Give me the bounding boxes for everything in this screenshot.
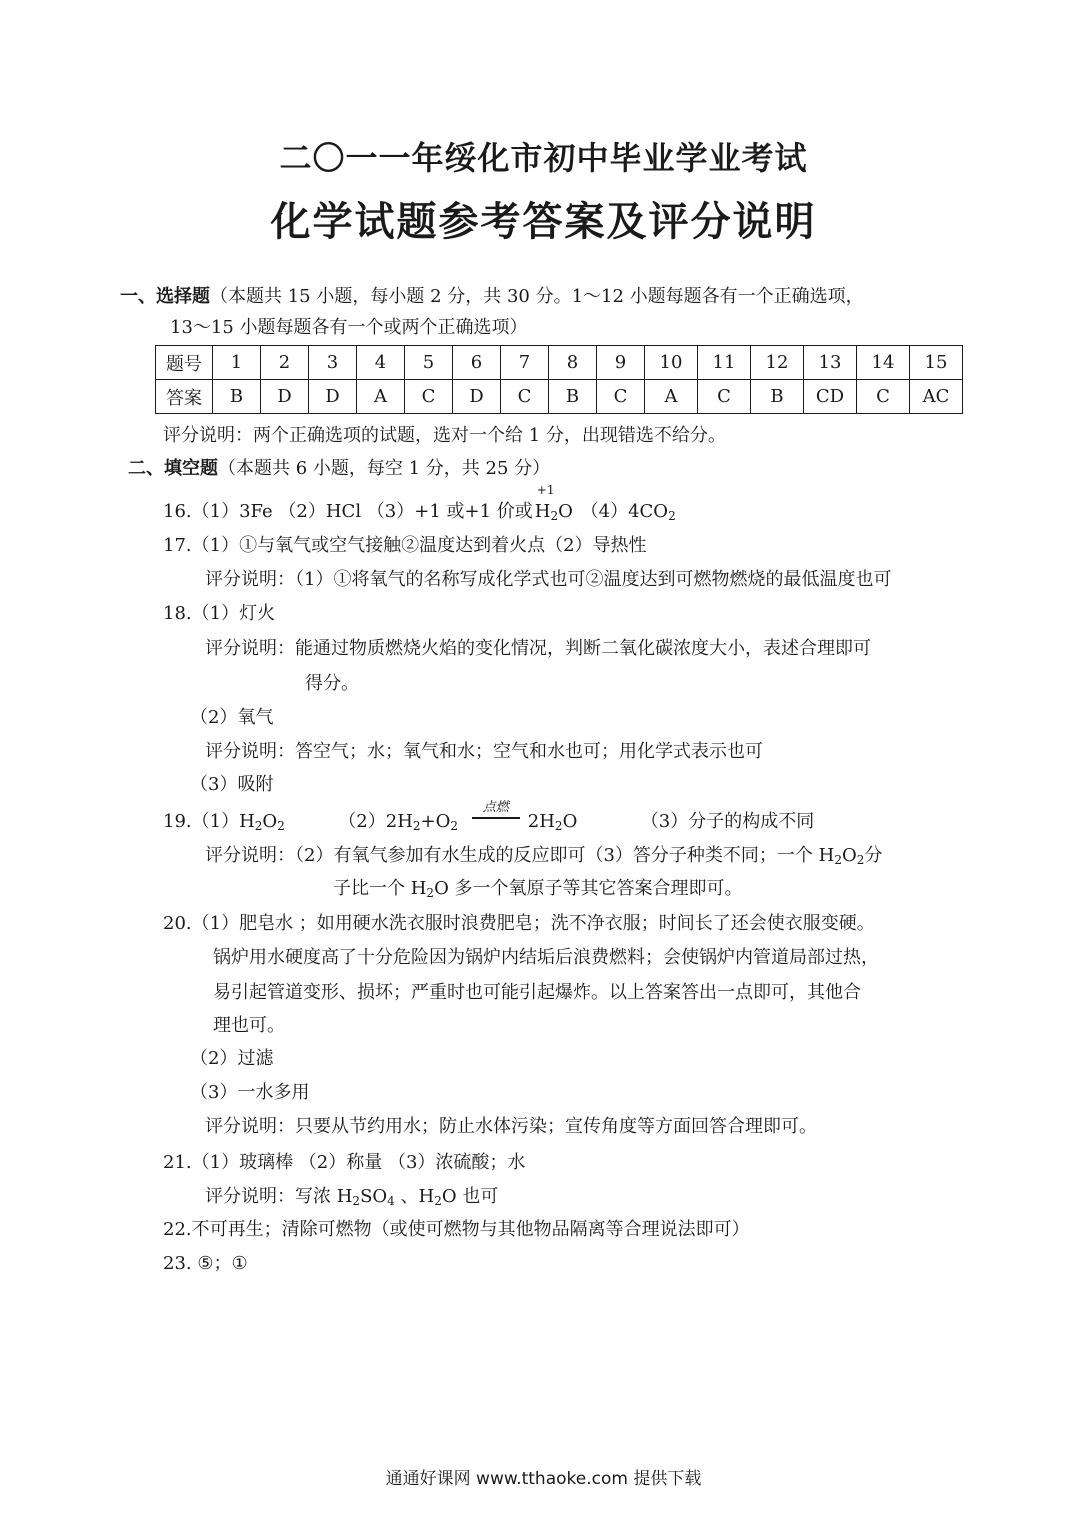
reaction-condition-text: 点燃	[482, 800, 509, 815]
q19-grading-note-1	[205, 844, 882, 868]
q19-part1: 19.（1）H	[163, 811, 255, 832]
q20-answer-line2: 锅炉用水硬度高了十分危险因为锅炉内结垢后浪费燃料；会使锅炉内管道局部过热，	[213, 947, 879, 968]
q21-note-text: 评分说明：写浓 H	[205, 1186, 353, 1207]
subscript: 4	[387, 1194, 395, 1208]
subscript: 2	[434, 1194, 442, 1208]
q20-part2: （2）过滤	[190, 1048, 274, 1069]
answer-table	[155, 345, 963, 414]
subscript: 2	[856, 853, 865, 867]
subscript: 2	[352, 1194, 361, 1208]
exam-title: 二〇一一年绥化市初中毕业学业考试	[279, 139, 808, 177]
q19-note-text: 分	[864, 845, 883, 866]
section1-desc-line2: 13～15 小题每题各有一个或两个正确选项）	[170, 317, 528, 338]
section2-header	[128, 457, 550, 481]
q21-note-text: 、H	[394, 1186, 435, 1207]
q17-answer: 17.（1）①与氧气或空气接触②温度达到着火点（2）导热性	[163, 535, 647, 556]
q18-grading-note-1: 评分说明：能通过物质燃烧火焰的变化情况，判断二氧化碳浓度大小，表述合理即可	[205, 638, 871, 659]
section1-heading: 一、选择题	[120, 286, 210, 307]
q18-part3: （3）吸附	[190, 774, 274, 795]
q21-grading-note	[205, 1185, 498, 1209]
subscript: 2	[834, 853, 842, 867]
q19-part2: （2）2H	[338, 811, 413, 832]
answer-cell: C	[405, 380, 453, 414]
question-number: 11	[698, 346, 751, 380]
q19-product-o: O	[562, 811, 578, 832]
answer-table-answer-row	[156, 380, 963, 414]
reaction-condition	[468, 800, 524, 827]
question-number: 1	[213, 346, 261, 380]
q20-answer-line3: 易引起管道变形、损坏；严重时也可能引起爆炸。以上答案答出一点即可，其他合	[213, 982, 861, 1003]
question-number: 7	[501, 346, 549, 380]
answer-cell: B	[751, 380, 804, 414]
q18-answer: 18.（1）灯火	[163, 603, 276, 624]
q19-part3: （3）分子的构成不同	[640, 811, 815, 832]
q19-product: 2H	[527, 811, 555, 832]
oxidation-number: +1	[536, 483, 555, 497]
q19-note-text: O 多一个氧原子等其它答案合理即可。	[434, 878, 743, 899]
subscript: 2	[550, 509, 559, 523]
answer-cell: B	[213, 380, 261, 414]
subscript: 2	[277, 819, 285, 833]
q16-part4: （4）4CO	[580, 501, 669, 522]
subscript: 2	[554, 819, 563, 833]
q19-answer	[163, 800, 815, 834]
answer-cell: D	[453, 380, 501, 414]
question-number: 6	[453, 346, 501, 380]
formula-o: O	[558, 501, 573, 522]
q19-part2-o: +O	[420, 811, 451, 832]
question-number: 9	[597, 346, 645, 380]
answer-cell: D	[309, 380, 357, 414]
reaction-arrow-bar	[472, 817, 520, 819]
question-number: 8	[549, 346, 597, 380]
q23-answer: 23. ⑤；①	[163, 1253, 248, 1274]
q18-grading-note-1-cont: 得分。	[305, 673, 359, 694]
section2-heading: 二、填空题	[128, 458, 218, 479]
footer-source: 通通好课网 www.tthaoke.com 提供下载	[385, 1469, 702, 1489]
question-number: 13	[804, 346, 857, 380]
question-number: 5	[405, 346, 453, 380]
q20-answer-line4: 理也可。	[213, 1015, 285, 1036]
formula-h: H	[534, 501, 551, 522]
question-number: 3	[309, 346, 357, 380]
q16-answer	[163, 483, 676, 524]
question-number: 14	[857, 346, 910, 380]
section1-grading-note: 评分说明：两个正确选项的试题，选对一个给 1 分，出现错选不给分。	[163, 425, 726, 446]
answer-cell: D	[261, 380, 309, 414]
question-number: 4	[357, 346, 405, 380]
q19-note-text: 子比一个 H	[333, 878, 427, 899]
subscript: 2	[450, 819, 459, 833]
q16-prefix: 16.（1）3Fe （2）HCl （3）+1 或+1 价或	[163, 501, 533, 522]
q17-grading-note: 评分说明：（1）①将氧气的名称写成化学式也可②温度达到可燃物燃烧的最低温度也可	[205, 569, 892, 590]
subscript: 2	[412, 819, 421, 833]
answer-cell: C	[597, 380, 645, 414]
row-label-number: 题号	[156, 346, 213, 380]
q18-grading-note-2: 评分说明：答空气；水；氧气和水；空气和水也可；用化学式表示也可	[205, 741, 763, 762]
answer-cell: C	[698, 380, 751, 414]
q20-grading-note: 评分说明：只要从节约用水；防止水体污染；宣传角度等方面回答合理即可。	[205, 1116, 817, 1137]
question-number: 2	[261, 346, 309, 380]
q18-part2: （2）氧气	[190, 707, 274, 728]
q21-note-text: SO	[360, 1186, 388, 1207]
answer-cell: AC	[910, 380, 963, 414]
q19-grading-note-2	[333, 877, 743, 901]
q19-note-text: O	[841, 845, 857, 866]
section1-desc-line1: （本题共 15 小题，每小题 2 分，共 30 分。1～12 小题每题各有一个正确选项，	[210, 286, 864, 307]
q20-answer-line1: 20.（1）肥皂水 ；如用硬水洗衣服时浪费肥皂；洗不净衣服；时间长了还会使衣服变硬。	[163, 913, 875, 934]
answer-cell: B	[549, 380, 597, 414]
q19-part1-o: O	[262, 811, 278, 832]
q22-answer: 22.不可再生；清除可燃物（或使可燃物与其他物品隔离等合理说法即可）	[163, 1219, 750, 1240]
question-number: 12	[751, 346, 804, 380]
subscript: 2	[668, 509, 676, 523]
question-number: 10	[645, 346, 698, 380]
subscript: 2	[426, 886, 435, 900]
q21-note-text: O 也可	[441, 1186, 499, 1207]
answer-cell: A	[357, 380, 405, 414]
question-number: 15	[910, 346, 963, 380]
section2-desc: （本题共 6 小题，每空 1 分，共 25 分）	[218, 458, 551, 479]
q20-part3: （3）一水多用	[190, 1082, 310, 1103]
q21-answer: 21.（1）玻璃棒 （2）称量 （3）浓硫酸；水	[163, 1152, 526, 1173]
oxidation-formula	[534, 483, 573, 524]
subscript: 2	[254, 819, 263, 833]
row-label-answer: 答案	[156, 380, 213, 414]
answer-table-number-row	[156, 346, 963, 380]
answer-cell: C	[501, 380, 549, 414]
section1-header	[120, 285, 864, 309]
answer-cell: A	[645, 380, 698, 414]
answer-cell: CD	[804, 380, 857, 414]
q19-note-text: 评分说明：（2）有氧气参加有水生成的反应即可（3）答分子种类不同；一个 H	[205, 845, 835, 866]
answer-cell: C	[857, 380, 910, 414]
document-title: 化学试题参考答案及评分说明	[270, 198, 817, 245]
